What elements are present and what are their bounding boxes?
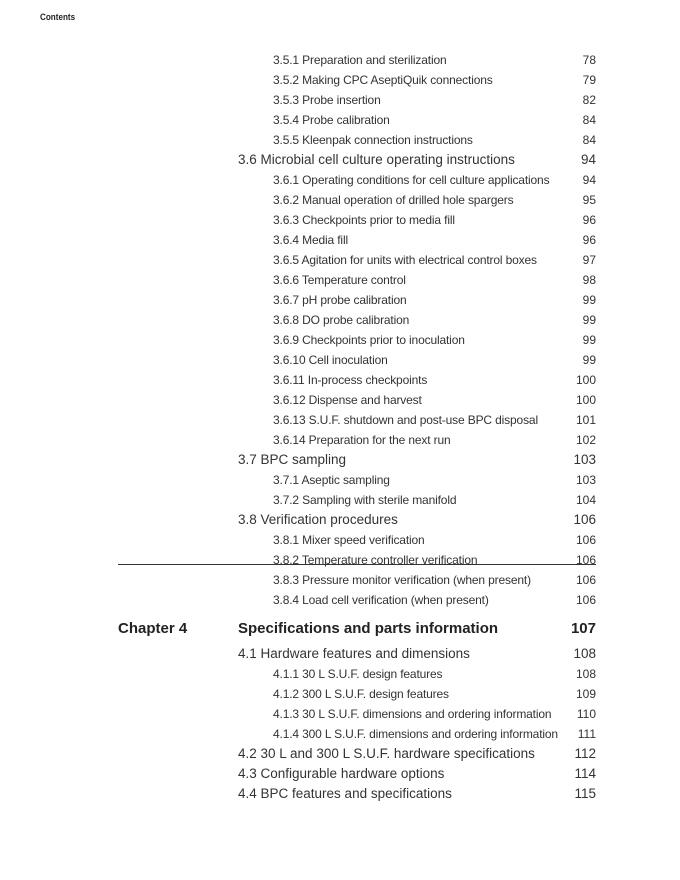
toc-entry-title: 4.2 30 L and 300 L S.U.F. hardware specifications	[238, 746, 535, 761]
toc-entry-title: 3.6.10 Cell inoculation	[273, 353, 388, 367]
toc-entry-page-number: 101	[575, 413, 596, 427]
toc-entry-title: 3.8.2 Temperature controller verification	[273, 553, 478, 567]
chapter-label: Chapter 4	[118, 620, 188, 637]
toc-entry-title: 3.5.5 Kleenpak connection instructions	[273, 133, 473, 147]
toc-subsection-entry[interactable]	[0, 210, 680, 230]
toc-entry-title: 3.6.1 Operating conditions for cell culture applications	[273, 173, 550, 187]
toc-chapter-4	[0, 644, 680, 804]
toc-entry-title: 4.3 Configurable hardware options	[238, 766, 445, 781]
toc-entry-page-number: 102	[575, 433, 596, 447]
toc-entry-title: 3.7.2 Sampling with sterile manifold	[273, 493, 457, 507]
toc-entry-page-number: 106	[575, 533, 596, 547]
toc-subsection-entry[interactable]	[0, 70, 680, 90]
toc-entry-title: 3.5.2 Making CPC AseptiQuik connections	[273, 73, 493, 87]
toc-entry-title: 3.6.9 Checkpoints prior to inoculation	[273, 333, 465, 347]
toc-entry-title: 4.1.2 300 L S.U.F. design features	[273, 687, 449, 701]
toc-section-3	[0, 50, 680, 610]
toc-subsection-entry[interactable]	[0, 230, 680, 250]
toc-entry-title: 3.6.13 S.U.F. shutdown and post-use BPC disposal	[273, 413, 538, 427]
toc-entry-title: 4.1 Hardware features and dimensions	[238, 646, 470, 661]
toc-subsection-entry[interactable]	[0, 704, 680, 724]
toc-subsection-entry[interactable]	[0, 490, 680, 510]
toc-subsection-entry[interactable]	[0, 350, 680, 370]
toc-subsection-entry[interactable]	[0, 270, 680, 290]
toc-entry-title: 3.6.2 Manual operation of drilled hole spargers	[273, 193, 514, 207]
toc-entry-title: 3.6.4 Media fill	[273, 233, 348, 247]
toc-subsection-entry[interactable]	[0, 330, 680, 350]
chapter-title: Specifications and parts information	[238, 620, 499, 637]
toc-entry-page-number: 99	[582, 313, 596, 327]
toc-entry-page-number: 99	[582, 353, 596, 367]
toc-subsection-entry[interactable]	[0, 110, 680, 130]
toc-entry-page-number: 84	[582, 133, 596, 147]
toc-subsection-entry[interactable]	[0, 90, 680, 110]
running-head: Contents	[40, 12, 76, 22]
toc-entry-title: 3.6 Microbial cell culture operating instructions	[238, 152, 515, 167]
toc-entry-title: 3.6.5 Agitation for units with electrical control boxes	[273, 253, 537, 267]
toc-subsection-entry[interactable]	[0, 664, 680, 684]
toc-entry-page-number: 100	[575, 373, 596, 387]
toc-subsection-entry[interactable]	[0, 50, 680, 70]
toc-entry-title: 3.6.14 Preparation for the next run	[273, 433, 451, 447]
toc-entry-title: 3.8.3 Pressure monitor verification (when present)	[273, 573, 531, 587]
toc-subsection-entry[interactable]	[0, 370, 680, 390]
toc-entry-page-number: 96	[582, 233, 596, 247]
toc-entry-page-number: 106	[575, 593, 596, 607]
toc-subsection-entry[interactable]	[0, 310, 680, 330]
toc-entry-title: 3.5.4 Probe calibration	[273, 113, 390, 127]
toc-entry-title: 3.8 Verification procedures	[238, 512, 398, 527]
toc-subsection-entry[interactable]	[0, 590, 680, 610]
toc-entry-title: 4.1.4 300 L S.U.F. dimensions and ordering information	[273, 727, 558, 741]
toc-entry-page-number: 78	[582, 53, 596, 67]
toc-entry-page-number: 97	[582, 253, 596, 267]
toc-entry-page-number: 112	[574, 746, 596, 761]
toc-entry-title: 3.5.3 Probe insertion	[273, 93, 381, 107]
chapter-page-number: 107	[570, 620, 596, 637]
toc-subsection-entry[interactable]	[0, 684, 680, 704]
toc-entry-page-number: 111	[577, 727, 596, 741]
toc-subsection-entry[interactable]	[0, 290, 680, 310]
toc-subsection-entry[interactable]	[0, 530, 680, 550]
toc-entry-title: 3.5.1 Preparation and sterilization	[273, 53, 447, 67]
toc-entry-page-number: 84	[582, 113, 596, 127]
toc-entry-title: 3.6.11 In-process checkpoints	[273, 373, 428, 387]
toc-section-entry[interactable]	[0, 764, 680, 784]
toc-entry-title: 3.7.1 Aseptic sampling	[273, 473, 390, 487]
toc-subsection-entry[interactable]	[0, 390, 680, 410]
toc-entry-page-number: 109	[575, 687, 596, 701]
toc-section-entry[interactable]	[0, 450, 680, 470]
toc-subsection-entry[interactable]	[0, 170, 680, 190]
toc-entry-title: 4.4 BPC features and specifications	[238, 786, 452, 801]
toc-entry-title: 3.8.1 Mixer speed verification	[273, 533, 425, 547]
toc-entry-page-number: 98	[582, 273, 596, 287]
toc-entry-page-number: 104	[575, 493, 596, 507]
toc-subsection-entry[interactable]	[0, 570, 680, 590]
toc-entry-title: 3.7 BPC sampling	[238, 452, 347, 467]
toc-entry-title: 3.6.7 pH probe calibration	[273, 293, 407, 307]
toc-entry-page-number: 79	[582, 73, 596, 87]
toc-section-entry[interactable]	[0, 784, 680, 804]
toc-subsection-entry[interactable]	[0, 724, 680, 744]
toc-entry-page-number: 106	[575, 553, 596, 567]
toc-entry-title: 4.1.3 30 L S.U.F. dimensions and ordering information	[273, 707, 552, 721]
toc-entry-title: 3.6.8 DO probe calibration	[273, 313, 410, 327]
toc-entry-page-number: 82	[582, 93, 596, 107]
chapter-4-heading[interactable]	[0, 618, 680, 640]
toc-entry-page-number: 108	[575, 667, 596, 681]
toc-entry-page-number: 99	[582, 333, 596, 347]
toc-entry-page-number: 103	[575, 473, 596, 487]
toc-section-entry[interactable]	[0, 744, 680, 764]
toc-entry-page-number: 114	[574, 766, 596, 781]
toc-entry-page-number: 99	[582, 293, 596, 307]
toc-entry-page-number: 96	[582, 213, 596, 227]
toc-entry-page-number: 95	[582, 193, 596, 207]
toc-section-entry[interactable]	[0, 510, 680, 530]
toc-subsection-entry[interactable]	[0, 190, 680, 210]
toc-subsection-entry[interactable]	[0, 130, 680, 150]
toc-entry-title: 3.6.12 Dispense and harvest	[273, 393, 422, 407]
toc-subsection-entry[interactable]	[0, 470, 680, 490]
toc-subsection-entry[interactable]	[0, 550, 680, 570]
toc-section-entry[interactable]	[0, 644, 680, 664]
toc-entry-title: 3.6.3 Checkpoints prior to media fill	[273, 213, 455, 227]
toc-entry-page-number: 103	[573, 452, 596, 467]
toc-entry-title: 3.6.6 Temperature control	[273, 273, 406, 287]
toc-subsection-entry[interactable]	[0, 250, 680, 270]
toc-entry-page-number: 100	[575, 393, 596, 407]
toc-entry-page-number: 115	[574, 786, 596, 801]
toc-entry-page-number: 94	[580, 152, 596, 167]
toc-entry-title: 4.1.1 30 L S.U.F. design features	[273, 667, 443, 681]
toc-section-entry[interactable]	[0, 150, 680, 170]
toc-entry-page-number: 110	[576, 707, 596, 721]
toc-entry-page-number: 108	[573, 646, 596, 661]
toc-subsection-entry[interactable]	[0, 410, 680, 430]
toc-entry-page-number: 106	[573, 512, 596, 527]
chapter-divider	[118, 564, 596, 565]
toc-entry-page-number: 106	[575, 573, 596, 587]
toc-subsection-entry[interactable]	[0, 430, 680, 450]
toc-entry-page-number: 94	[582, 173, 596, 187]
toc-entry-title: 3.8.4 Load cell verification (when present)	[273, 593, 489, 607]
